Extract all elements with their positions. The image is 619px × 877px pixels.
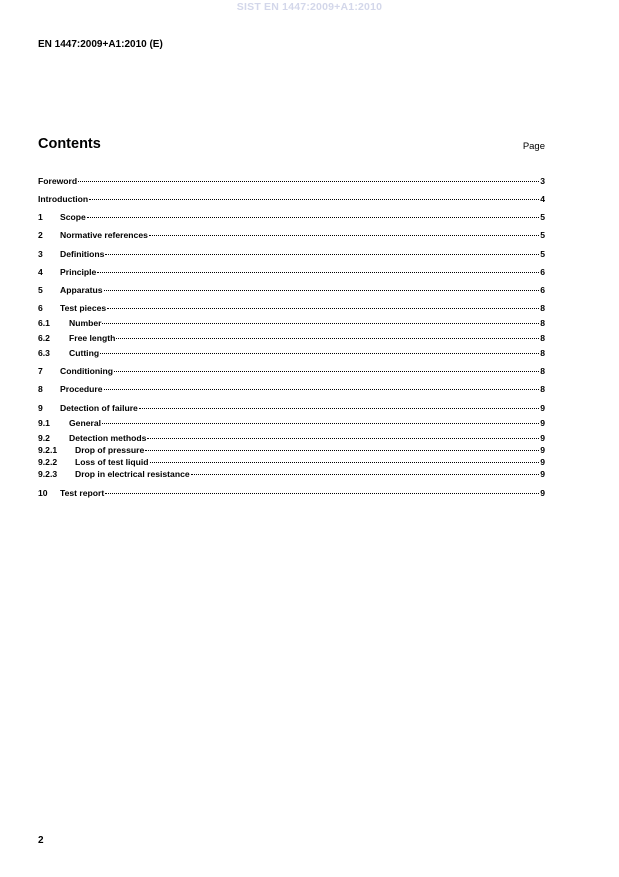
toc-entry-number: 9.2 — [38, 433, 50, 443]
toc-entry-title: Loss of test liquid — [75, 457, 149, 467]
toc-entry-page: 5 — [540, 249, 545, 259]
toc-leader-dots — [105, 253, 539, 255]
toc-entry-page: 9 — [540, 445, 545, 455]
toc-entry-title: Test report — [60, 488, 105, 498]
toc-entry-title: Foreword — [38, 176, 78, 186]
toc-entry-page: 9 — [540, 457, 545, 467]
toc-leader-dots — [97, 271, 539, 273]
contents-title: Contents — [38, 136, 101, 152]
toc-entry-page: 8 — [540, 384, 545, 394]
toc-entry-page: 3 — [540, 176, 545, 186]
toc-entry-number: 9.2.2 — [38, 457, 58, 467]
toc-entry[interactable] — [38, 403, 545, 413]
toc-entry-number: 3 — [38, 249, 43, 259]
toc-leader-dots — [149, 234, 539, 236]
toc-entry-number: 6.1 — [38, 318, 50, 328]
toc-entry-page: 8 — [540, 333, 545, 343]
toc-leader-dots — [78, 180, 539, 182]
toc-entry-page: 9 — [540, 469, 545, 479]
toc-entry-title: Drop in electrical resistance — [75, 469, 190, 479]
toc-entry[interactable] — [38, 194, 545, 204]
toc-entry-page: 6 — [540, 285, 545, 295]
toc-entry-title: Definitions — [60, 249, 105, 259]
toc-entry-number: 6 — [38, 303, 43, 313]
toc-entry-number: 1 — [38, 212, 43, 222]
toc-entry-page: 9 — [540, 488, 545, 498]
toc-entry[interactable] — [38, 384, 545, 394]
toc-leader-dots — [191, 473, 540, 475]
toc-leader-dots — [150, 461, 540, 463]
toc-leader-dots — [89, 198, 539, 200]
page-number: 2 — [38, 835, 44, 846]
toc-entry-page: 8 — [540, 303, 545, 313]
toc-leader-dots — [102, 422, 539, 424]
toc-leader-dots — [145, 449, 539, 451]
toc-entry-number: 4 — [38, 267, 43, 277]
toc-entry[interactable] — [38, 488, 545, 498]
toc-entry-page: 5 — [540, 212, 545, 222]
toc-entry-page: 8 — [540, 318, 545, 328]
toc-entry-page: 9 — [540, 403, 545, 413]
toc-leader-dots — [147, 437, 539, 439]
toc-entry-number: 8 — [38, 384, 43, 394]
toc-entry-page: 4 — [540, 194, 545, 204]
toc-entry-title: Introduction — [38, 194, 89, 204]
toc-entry[interactable] — [38, 433, 545, 443]
toc-entry[interactable] — [38, 267, 545, 277]
toc-leader-dots — [116, 337, 539, 339]
toc-entry[interactable] — [38, 176, 545, 186]
toc-entry-title: Detection of failure — [60, 403, 138, 413]
toc-entry[interactable] — [38, 457, 545, 467]
toc-leader-dots — [100, 352, 539, 354]
toc-leader-dots — [104, 388, 540, 390]
toc-entry-page: 9 — [540, 433, 545, 443]
toc-entry-title: General — [69, 418, 102, 428]
toc-entry[interactable] — [38, 418, 545, 428]
toc-entry[interactable] — [38, 469, 545, 479]
toc-entry-number: 5 — [38, 285, 43, 295]
toc-entry[interactable] — [38, 249, 545, 259]
toc-entry-title: Free length — [69, 333, 116, 343]
toc-leader-dots — [104, 289, 540, 291]
toc-entry-title: Principle — [60, 267, 97, 277]
toc-entry[interactable] — [38, 212, 545, 222]
toc-entry-title: Test pieces — [60, 303, 107, 313]
toc-entry-title: Cutting — [69, 348, 100, 358]
toc-entry[interactable] — [38, 230, 545, 240]
toc-entry[interactable] — [38, 285, 545, 295]
page-column-label: Page — [522, 141, 545, 152]
toc-entry-number: 10 — [38, 488, 48, 498]
toc-entry[interactable] — [38, 303, 545, 313]
toc-entry-number: 6.2 — [38, 333, 50, 343]
toc-entry-title: Conditioning — [60, 366, 113, 376]
toc-entry-page: 5 — [540, 230, 545, 240]
toc-entry-page: 8 — [540, 348, 545, 358]
toc-entry[interactable] — [38, 445, 545, 455]
watermark: SIST EN 1447:2009+A1:2010 — [236, 1, 383, 13]
toc-entry-title: Scope — [60, 212, 86, 222]
toc-leader-dots — [105, 492, 539, 494]
toc-leader-dots — [87, 216, 539, 218]
toc-entry-number: 9.2.1 — [38, 445, 58, 455]
toc-entry[interactable] — [38, 333, 545, 343]
toc-leader-dots — [102, 322, 539, 324]
toc-entry-number: 9.1 — [38, 418, 50, 428]
toc-entry-page: 9 — [540, 418, 545, 428]
toc-entry-title: Number — [69, 318, 102, 328]
toc-entry-number: 9 — [38, 403, 43, 413]
document-header: EN 1447:2009+A1:2010 (E) — [38, 39, 163, 50]
toc-entry[interactable] — [38, 366, 545, 376]
toc-entry-page: 6 — [540, 267, 545, 277]
toc-entry-number: 6.3 — [38, 348, 50, 358]
toc-entry-number: 7 — [38, 366, 43, 376]
toc-leader-dots — [114, 370, 539, 372]
toc-entry-number: 9.2.3 — [38, 469, 58, 479]
toc-entry-title: Detection methods — [69, 433, 147, 443]
toc-entry[interactable] — [38, 348, 545, 358]
toc-entry-number: 2 — [38, 230, 43, 240]
toc-entry-title: Apparatus — [60, 285, 103, 295]
toc-leader-dots — [139, 407, 539, 409]
toc-entry-page: 8 — [540, 366, 545, 376]
toc-entry-title: Normative references — [60, 230, 148, 240]
toc-entry-title: Procedure — [60, 384, 103, 394]
toc-leader-dots — [107, 307, 539, 309]
toc-entry[interactable] — [38, 318, 545, 328]
toc-entry-title: Drop of pressure — [75, 445, 145, 455]
